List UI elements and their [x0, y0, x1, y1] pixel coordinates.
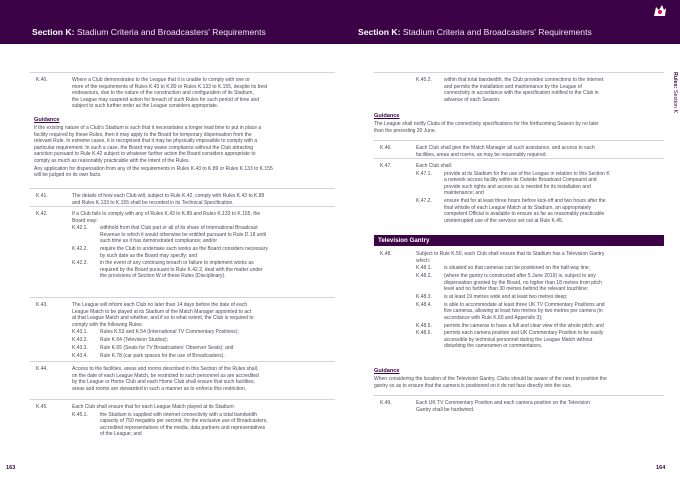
subrule-number: K.48.3.: [416, 293, 432, 300]
subrule-text-line: advance of each Season.: [444, 96, 501, 103]
subrule-text-line: competent Official is available to ensure as far as reasonably practicable: [444, 211, 605, 217]
rule-k-49: [374, 395, 664, 413]
subrule-number: K.43.2.: [72, 337, 88, 343]
guidance-line: The League shall notify Clubs of the connectivity specifications for the forthcoming Season by no later: [374, 121, 599, 127]
subrule-text-line: in the event of any continuing breach or failure to implement works as: [100, 260, 254, 267]
subrule-text: [100, 260, 263, 280]
subrule-text-line: uninterrupted use of the services set out at Rule K.45.: [444, 217, 564, 224]
rule-text-line: Access to the facilities, areas and rooms described in this Section of the Rules shall,: [72, 366, 259, 372]
subrule-text-line: (where the gantry is constructed after 5 June 2019) is, subject to any: [444, 273, 596, 280]
rule-number: K.43.: [36, 302, 48, 308]
rule-text: [72, 211, 260, 224]
guidance-line: When considering the location of the Television Gantry, Clubs should be aware of the need to position the: [374, 376, 607, 382]
guidance-paragraph: [374, 121, 664, 134]
guidance-line: sanction pursuant to Rule K.42 subject to whatever further action the Board considers appropriate to: [34, 151, 256, 157]
subrule-text: [444, 77, 603, 103]
subrule-text: [100, 353, 225, 360]
subrule-text-line: of the League; and: [100, 431, 142, 438]
rule-k-46: [374, 140, 664, 158]
right-page: [340, 0, 670, 483]
rule-k-47: [374, 158, 664, 224]
guidance-line: relevant Rule. In extreme cases, it is recognised that it may be physically impossible to comply with a: [34, 138, 258, 144]
guidance-paragraph: [34, 166, 334, 179]
side-tab-rest: Section K: [672, 88, 678, 114]
subrule-number: K.47.1.: [416, 170, 432, 177]
rule-text: [72, 404, 235, 411]
subrule-text: [444, 273, 602, 293]
guidance-heading: Guidance: [374, 113, 400, 119]
subrule-text-line: dispensation granted by the Board, no higher than 18 metres from pitch: [444, 279, 602, 286]
rule-number: K.47.: [380, 163, 392, 169]
subrule-text-line: such time as it has demonstrated compliance; and/or: [100, 238, 218, 245]
rule-text: [72, 302, 254, 328]
rule-text-line: more of the requirements of Rules K.43 to K.89 or Rules K.133 to K.155, despite its best: [72, 83, 268, 90]
subrule-text-line: within that total bandwidth, the Club provides connections to the internet: [444, 77, 604, 83]
rule-text: [416, 400, 590, 413]
right-page-number: 164: [656, 465, 666, 471]
subrule-text-line: ensure that for at least three hours before kick-off and two hours after the: [444, 198, 606, 204]
rule-text-line: Gantry shall be hardwired.: [416, 406, 475, 413]
subrule-text-line: accordance with Rule K.60 and Appendix 3);: [444, 314, 543, 321]
rule-text-line: Each UK TV Commentary Position and each camera position on the Television: [416, 400, 590, 406]
subrule-number: K.43.4.: [72, 352, 88, 359]
right-page-content: [340, 0, 670, 483]
guidance-heading: Guidance: [34, 117, 60, 123]
guidance-paragraph: [374, 376, 664, 389]
rule-text-line: at that League Match and whether, and if so to what extent, the Club is required to: [72, 315, 254, 321]
rule-text-line: facilities, areas and rooms, as may be reasonably required.: [416, 151, 547, 158]
guidance-line: If the existing nature of a Club's Stadium is such that it necessitates a longer lead time to put in place a: [34, 125, 262, 131]
rule-text-line: and Rules K.133 to K.155 shall be recorded in its Technical Specification.: [72, 199, 234, 206]
guidance-line: will be judged on its own facts.: [34, 172, 102, 179]
right-header-rest: Stadium Criteria and Broadcasters' Requirements: [400, 27, 592, 37]
rule-text-line: comply with the following Rules:: [72, 321, 143, 328]
rule-number: K.48.: [380, 251, 392, 257]
section-side-tab: [670, 72, 680, 192]
subrule-text: [100, 345, 233, 352]
subrule-text: [100, 412, 268, 438]
rule-text: [416, 251, 604, 264]
rule-text-line: If a Club fails to comply with any of Rules K.43 to K.89 and Rules K.133 to K.155, the: [72, 211, 261, 217]
guidance-line: particular requirement. In such a case, the Board may waive compliance without the Club attracting: [34, 144, 253, 151]
guidance-line: comply as much as reasonably practicable with the intent of the Rules.: [34, 157, 190, 164]
subrule-text-line: provide such rights and access as is needed for its installation and: [444, 183, 591, 190]
subrule-text-line: withhold from that Club part or all of its share of International Broadcast: [100, 225, 258, 232]
subrule-text-line: the provisions of Section W of these Rules (Disciplinary).: [100, 273, 226, 280]
rule-number: K.40.: [36, 77, 48, 83]
subrule-number: K.45.2.: [416, 77, 432, 83]
subrule-text-line: provide at its Stadium for the use of the League in relation to this Section K: [444, 170, 610, 177]
subrule-text-line: by such date as the Board may specify; and: [100, 252, 197, 259]
rule-text-line: The details of how each Club will, subject to Rule K.42, comply with Rules K.43 to K.89: [72, 193, 265, 199]
subrule-text-line: accessible by technical personnel during the League Match without: [444, 336, 593, 343]
guidance-heading: Guidance: [374, 368, 400, 374]
rule-text-line: the League may suspend action for breach of such Rules for such period of time and: [72, 96, 260, 103]
rule-k-45: [30, 399, 335, 438]
subrule-number: K.42.1.: [72, 225, 88, 232]
subrule-text-line: Rule K.65 (Seats for TV Broadcasters' Observer Seats); and: [100, 344, 234, 351]
subrule-text-line: required by the Board pursuant to Rule K.42.2, deal with the matter under: [100, 266, 263, 273]
subrule-text-line: final whistle of each League Match at its Stadium, an appropriately: [444, 204, 592, 211]
subrule-number: K.48.1.: [416, 265, 432, 272]
rule-text-line: by the League or Home Club and each Home Club shall ensure that such facilities,: [72, 379, 255, 385]
subrule-text: [444, 323, 604, 330]
subrule-number: K.43.1.: [72, 329, 88, 336]
subrule-text-line: is situated so that cameras can be positioned on the half-way line;: [444, 265, 590, 272]
guidance-paragraph: [34, 125, 334, 164]
subrule-text-line: require the Club to undertake such works as the Board considers necessary: [100, 246, 268, 252]
subrule-number: K.48.4.: [416, 301, 432, 308]
subrule-text-line: level and no further than 30 metres behind the relevant touchline;: [444, 286, 589, 293]
subrule-text-line: and permits the installation and maintenance by the League of: [444, 83, 582, 90]
subrule-text: [444, 302, 605, 322]
subrule-text-line: is able to accommodate at least three UK TV Commentary Positions and: [444, 301, 605, 308]
rule-text-line: on the date of each League Match, be restricted to such personnel as are accredited: [72, 372, 259, 379]
subrule-text-line: a network access facility within its Outside Broadcast Compound and: [444, 177, 597, 184]
subrule-text-line: permits each camera position and UK Commentary Position to be easily: [444, 330, 604, 337]
subrule-text-line: is at least 19 metres wide and at least two metres deep;: [444, 293, 568, 300]
rule-text-line: Each Club shall ensure that for each League Match played at its Stadium:: [72, 404, 235, 410]
rule-k-44: [30, 361, 335, 392]
rule-number: K.42.: [36, 211, 48, 217]
side-tab-bold: Rules:: [672, 72, 678, 89]
rule-text-line: areas and rooms are stewarded in such a manner as to enforce this restriction.: [72, 385, 247, 392]
rule-text: [72, 366, 259, 392]
subrule-number: K.42.2.: [72, 246, 88, 252]
television-gantry-heading: Television Gantry: [378, 237, 430, 244]
subrule-number: K.45.1.: [72, 411, 88, 418]
guidance-line: gantry so as to ensure that the camera is positioned on it do not face directly into the sun.: [374, 382, 572, 389]
subrule-text: [444, 294, 567, 301]
rule-number: K.46.: [380, 145, 392, 151]
rule-number: K.41.: [36, 193, 48, 199]
rule-k-43: [30, 297, 335, 359]
subrule-text-line: the Stadium is supplied with internet connectivity with a total bandwidth: [100, 411, 258, 418]
subrule-text-line: Rule K.64 (Television Studios);: [100, 337, 169, 343]
subrule-number: K.42.3.: [72, 260, 88, 267]
rule-k-42: [30, 206, 335, 280]
subrule-text: [444, 265, 590, 272]
rule-text: [72, 77, 267, 110]
left-header-rest: Stadium Criteria and Broadcasters' Requirements: [74, 27, 266, 37]
rule-number: K.49.: [380, 400, 392, 406]
rule-text-line: Where a Club demonstrates to the League that it is unable to comply with one or: [72, 77, 250, 83]
rule-text-line: endeavours, due to the nature of the construction and configuration of its Stadium,: [72, 90, 254, 96]
rule-text-line: The League will inform each Club no later than 14 days before the date of each: [72, 302, 248, 308]
rule-text-line: which:: [416, 257, 431, 264]
rule-text-line: Board may:: [72, 217, 98, 224]
subrule-text-line: five cameras, allowing at least two metres by two metres per camera (in: [444, 308, 603, 315]
rule-text-line: Subject to Rule K.50, each Club shall ensure that its Stadium has a Television Gantry: [416, 251, 605, 257]
subrule-text-line: permits the cameras to have a full and clear view of the whole pitch; and: [444, 322, 604, 329]
rule-text-line: subject to such further order as the League considers appropriate.: [72, 103, 219, 109]
right-header-bold: Section K:: [358, 27, 401, 37]
subrule-text-line: Rules K.53 and K.54 (International TV Commentary Positions);: [100, 329, 239, 336]
subrule-text: [100, 246, 268, 259]
subrule-text-line: maintenance; and: [444, 190, 484, 197]
rule-text: [72, 193, 264, 206]
subrule-number: K.48.2.: [416, 273, 432, 280]
rule-k-41: [30, 188, 335, 206]
subrule-number: K.48.5.: [416, 322, 432, 329]
subrule-text-line: Rule K.78 (car park spaces for the use of Broadcasters).: [100, 352, 225, 359]
subrule-number: K.47.2.: [416, 198, 432, 204]
rule-text: [416, 145, 595, 158]
rule-text-line: Each Club shall:: [416, 163, 453, 169]
rule-text: [416, 163, 452, 170]
rule-text-line: Each Club shall give the Match Manager all such assistance, and access to such: [416, 145, 595, 151]
left-page-number: 163: [6, 465, 16, 471]
subrule-number: K.48.6.: [416, 330, 432, 337]
subrule-text: [100, 329, 239, 336]
subrule-text-line: Revenue to which it would otherwise be entitled pursuant to Rule D.18 until: [100, 231, 266, 238]
side-tab-label: [672, 72, 678, 113]
subrule-text: [444, 171, 610, 197]
subrule-text: [100, 225, 266, 245]
subrule-text-line: accredited representatives of the media, data partners and representatives: [100, 424, 266, 431]
subrule-text-line: disturbing the cameramen or commentators.: [444, 343, 543, 350]
rule-text-line: League Match to be played at its Stadium of the Match Manager appointed to act: [72, 308, 252, 315]
subrule-text: [444, 330, 603, 350]
rule-number: K.44.: [36, 366, 48, 372]
guidance-line: Any application for dispensation from any of the requirements in Rules K.43 to K.89 or Rules K.133 to K.155: [34, 165, 273, 172]
subrule-number: K.43.3.: [72, 344, 88, 351]
rule-k-40: [30, 72, 335, 109]
subrule-text-line: connectivity in accordance with the specification notified to the Club in: [444, 90, 599, 96]
subrule-text-line: capacity of 750 megabits per second, for the exclusive use of Broadcasters,: [100, 418, 268, 425]
subrule-k45-2: [374, 72, 664, 103]
rule-number: K.45.: [36, 404, 48, 410]
subrule-text: [100, 337, 168, 344]
guidance-line: facility required by these Rules, then it may apply to the Board for temporary dispensation from the: [34, 131, 252, 138]
television-gantry-heading-bar: [374, 235, 664, 246]
subrule-text: [444, 198, 606, 224]
guidance-line: than the preceding 30 June.: [374, 127, 436, 134]
left-header-bold: Section K:: [32, 27, 75, 37]
